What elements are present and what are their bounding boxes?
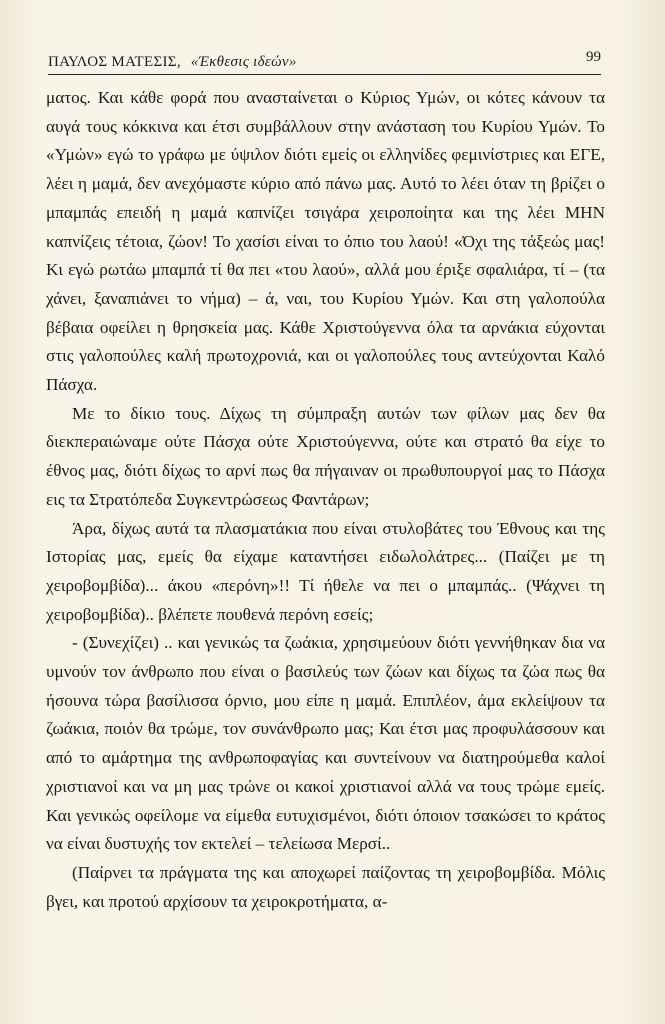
paragraph: ματος. Και κάθε φορά που ανασταίνεται ο Κύριος Υμών, οι κότες κάνουν τα αυγά τους κόκκινα και έτσι συμβάλλουν στην ανάσταση του Κυρίου Υμών. Το «Υμών» εγώ το γράφω με ύψιλον διότι εμείς οι ελληνίδες φεμινίστριες και ΕΓΕ, λέει η μαμά, δεν ανεχόμαστε κύριο από πάνω μας. Αυτό το λέει όταν τη βρίζει ο μπαμπάς επειδή η μαμά καπνίζει τσιγάρα χειροποίητα και της λέει ΜΗΝ καπνίζεις τέτοια, ζώον! Το χασίσι είναι το όπιο του λαού! «Όχι της τάξεώς μας! Κι εγώ ρωτάω μπαμπά τί θα πει «του λαού», αλλά μου έριξε σφαλιάρα, τί – (τα χάνει, ξαναπιάνει το νήμα) – ά, ναι, του Κυρίου Υμών. Και στη γαλοπούλα βέβαια οφείλει η θρησκεία μας. Κάθε Χριστούγεννα όλα τα αρνάκια εύχονται στις γαλοπούλες καλή πρωτοχρονιά, και οι γαλοπούλες τους αντεύχονται Καλό Πάσχα. <box>46 88 605 395</box>
body-text <box>46 84 605 916</box>
paragraph: Άρα, δίχως αυτά τα πλασματάκια που είναι στυλοβάτες του Έθνους και της Ιστορίας μας, εμείς θα είχαμε καταντήσει ειδωλολάτρες... (Παίζει με τη χειροβομβίδα)... άκου «περόνη»!! Τί ήθελε να πει ο μπαμπάς.. (Ψάχνει τη χειροβομβίδα).. βλέπετε πουθενά περόνη εσείς; <box>46 518 605 624</box>
author-name: ΠΑΥΛΟΣ ΜΑΤΕΣΙΣ, <box>48 54 181 70</box>
work-title: «Έκθεσις ιδεών» <box>190 54 297 70</box>
paragraph: Με το δίκιο τους. Δίχως τη σύμπραξη αυτών των φίλων μας δεν θα διεκπεραιώναμε ούτε Πάσχα ούτε Χριστούγεννα, ούτε και στρατό θα είχε το έθνος μας, διότι δίχως το αρνί πως θα πήγαιναν οι πρωθυπουργοί μας το Πάσχα εις τα Στρατόπεδα Συγκεντρώσεως Φαντάρων; <box>46 403 605 509</box>
page-number: 99 <box>586 49 601 65</box>
header-title <box>48 54 297 71</box>
paragraph: - (Συνεχίζει) .. και γενικώς τα ζωάκια, χρησιμεύουν διότι γεννήθηκαν δια να υμνούν τον άνθρωπο που είναι ο βασιλεύς των ζώων και δίχως τα ζώα πως θα ήσουνα τώρα βασίλισσα όρνιο, μου είπε η μαμά. Επιπλέον, άμα εκλείψουν τα ζωάκια, ποιόν θα τρώμε, τον συνάνθρωπο μας; Και έτσι μας προφυλάσσουν και από το αμάρτημα της ανθρωποφαγίας και συντείνουν να διατηρούμεθα καλοί χριστιανοί και να μη μας τρώνε οι κακοί χριστιανοί αλλά να τους τρώμε εμείς. Και γενικώς οφείλομε να είμεθα ευτυχισμένοι, διότι όποιον τσακώσει το κράτος να είναι δυστυχής τον εκτελεί – τελείωσα Μερσί.. <box>46 633 605 854</box>
running-header <box>48 48 601 75</box>
paragraph: (Παίρνει τα πράγματα της και αποχωρεί παίζοντας τη χειροβομβίδα. Μόλις βγει, και προτού αρχίσουν τα χειροκροτήματα, α- <box>46 862 605 911</box>
